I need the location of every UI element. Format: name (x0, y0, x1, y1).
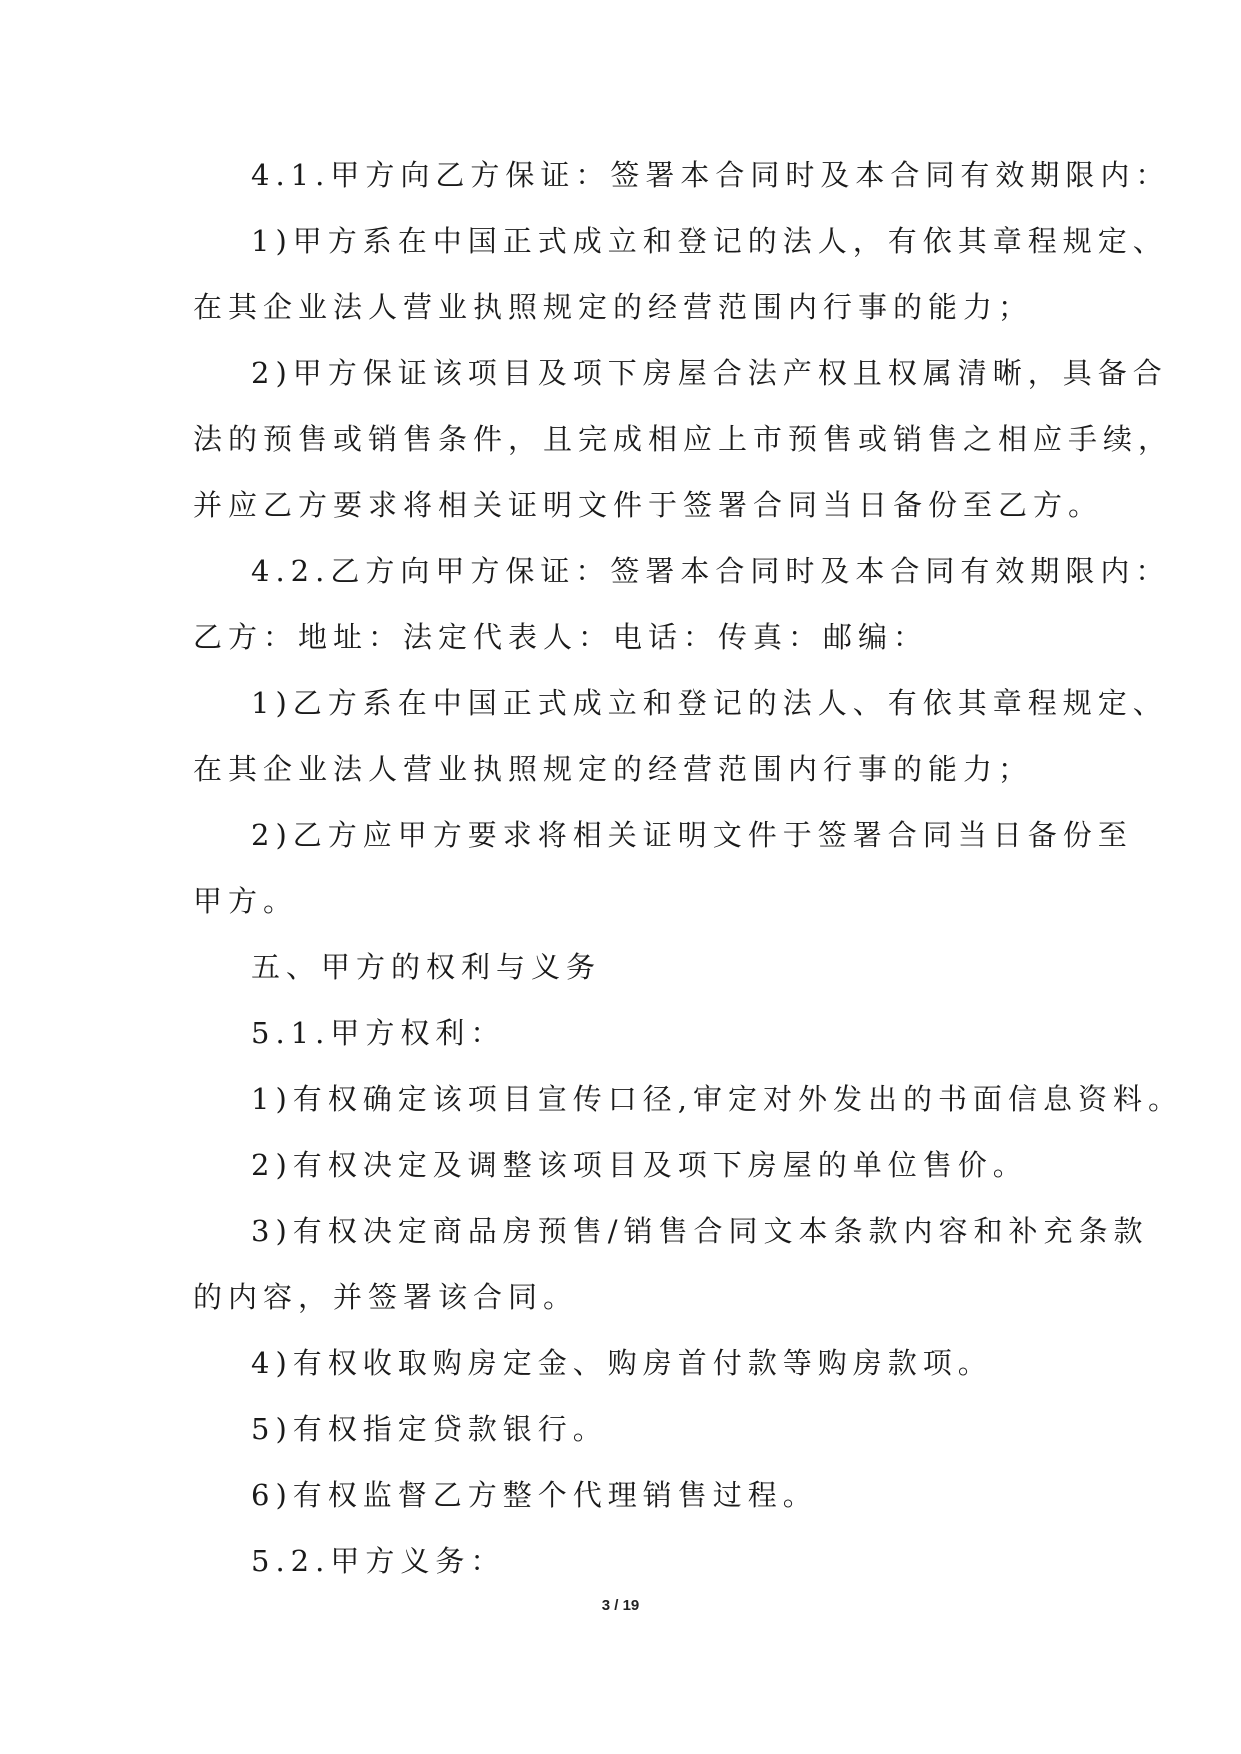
clause-4-1-heading: 4.1.甲方向乙方保证：签署本合同时及本合同有效期限内： (251, 158, 1171, 192)
list-item: 3)有权决定商品房预售/销售合同文本条款内容和补充条款 (251, 1214, 1149, 1248)
paragraph-line: 甲方。 (193, 884, 299, 918)
section-5-heading: 五、甲方的权利与义务 (251, 950, 602, 984)
paragraph-line: 在其企业法人营业执照规定的经营范围内行事的能力； (193, 752, 1034, 786)
paragraph-line: 在其企业法人营业执照规定的经营范围内行事的能力； (193, 290, 1034, 324)
list-item: 2)有权决定及调整该项目及项下房屋的单位售价。 (251, 1148, 1028, 1182)
list-item-continuation: 的内容，并签署该合同。 (193, 1280, 579, 1314)
list-item: 4)有权收取购房定金、购房首付款等购房款项。 (251, 1346, 993, 1380)
document-body (193, 158, 1183, 1610)
paragraph-line: 并应乙方要求将相关证明文件于签署合同当日备份至乙方。 (193, 488, 1104, 522)
paragraph-line: 法的预售或销售条件，且完成相应上市预售或销售之相应手续， (193, 422, 1174, 456)
list-item: 6)有权监督乙方整个代理销售过程。 (251, 1478, 818, 1512)
list-item: 5)有权指定贷款银行。 (251, 1412, 608, 1446)
page-number: 3 / 19 (601, 1597, 640, 1614)
clause-5-2-heading: 5.2.甲方义务： (251, 1544, 506, 1578)
clause-4-2-heading: 4.2.乙方向甲方保证：签署本合同时及本合同有效期限内： (251, 554, 1171, 588)
paragraph-line: 1)乙方系在中国正式成立和登记的法人、有依其章程规定、 (251, 686, 1168, 720)
paragraph-line: 1)甲方系在中国正式成立和登记的法人，有依其章程规定、 (251, 224, 1168, 258)
paragraph-line: 2)甲方保证该项目及项下房屋合法产权且权属清晰，具备合 (251, 356, 1168, 390)
list-item: 1)有权确定该项目宣传口径,审定对外发出的书面信息资料。 (251, 1082, 1183, 1116)
party-b-info-line: 乙方：地址：法定代表人：电话：传真：邮编： (193, 620, 929, 654)
clause-5-1-heading: 5.1.甲方权利： (251, 1016, 506, 1050)
paragraph-line: 2)乙方应甲方要求将相关证明文件于签署合同当日备份至 (251, 818, 1133, 852)
